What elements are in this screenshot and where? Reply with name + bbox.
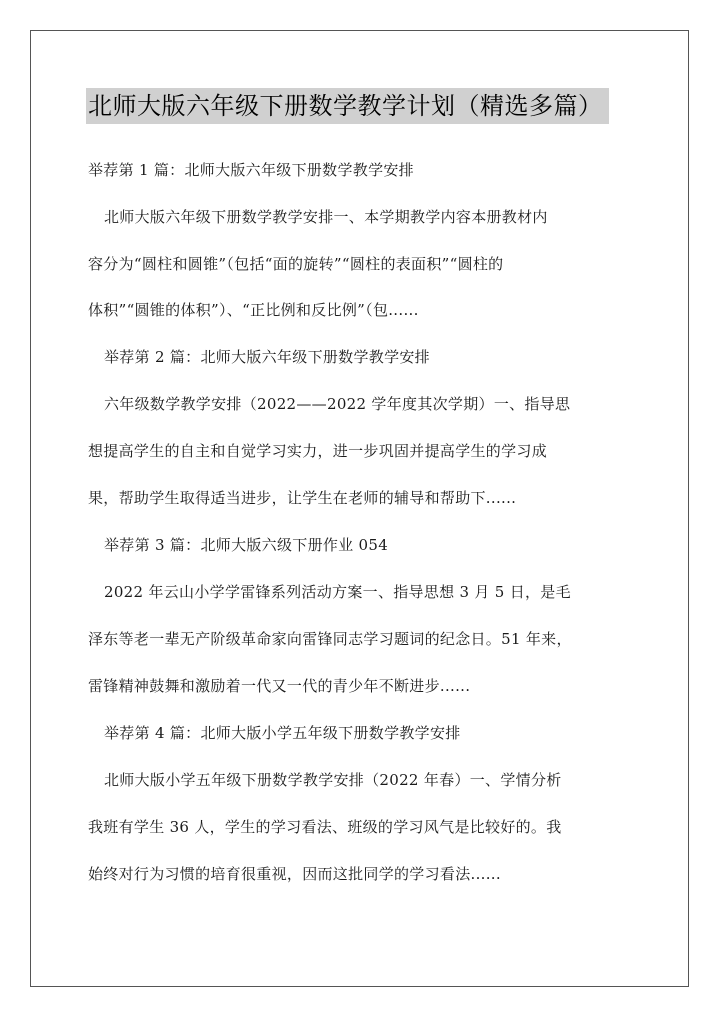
paragraph-line: 泽东等老一辈无产阶级革命家向雷锋同志学习题词的纪念日。51 年来，: [88, 630, 572, 648]
section-heading-2: 举荐第 2 篇：北师大版六年级下册数学教学安排: [104, 348, 430, 366]
section-heading-1: 举荐第 1 篇：北师大版六年级下册数学教学安排: [88, 161, 414, 179]
paragraph-line: 始终对行为习惯的培育很重视，因而这批同学的学习看法......: [88, 865, 501, 883]
paragraph-line: 容分为“圆柱和圆锥”（包括“面的旋转”“圆柱的表面积”“圆柱的: [88, 255, 504, 273]
document-title: 北师大版六年级下册数学教学计划（精选多篇）: [86, 88, 609, 124]
paragraph-line: 北师大版小学五年级下册数学教学安排（2022 年春）一、学情分析: [104, 771, 562, 789]
paragraph-line: 体积”“圆锥的体积”）、“正比例和反比例”（包......: [88, 301, 419, 319]
paragraph-line: 雷锋精神鼓舞和激励着一代又一代的青少年不断进步......: [88, 677, 471, 695]
paragraph-line: 想提高学生的自主和自觉学习实力，进一步巩固并提高学生的学习成: [88, 442, 548, 460]
paragraph-line: 2022 年云山小学学雷锋系列活动方案一、指导思想 3 月 5 日，是毛: [104, 583, 571, 601]
section-heading-4: 举荐第 4 篇：北师大版小学五年级下册数学教学安排: [104, 724, 461, 742]
paragraph-line: 六年级数学教学安排（2022——2022 学年度其次学期）一、指导思: [104, 395, 571, 413]
section-heading-3: 举荐第 3 篇：北师大版六级下册作业 054: [104, 536, 389, 554]
paragraph-line: 北师大版六年级下册数学教学安排一、本学期教学内容本册教材内: [104, 208, 548, 226]
paragraph-line: 我班有学生 36 人，学生的学习看法、班级的学习风气是比较好的。我: [88, 818, 562, 836]
paragraph-line: 果，帮助学生取得适当进步，让学生在老师的辅导和帮助下......: [88, 489, 517, 507]
